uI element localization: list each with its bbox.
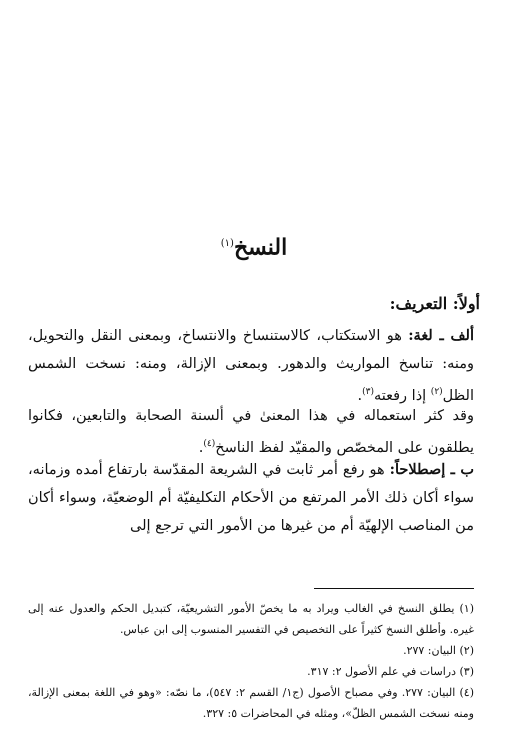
title-text: النسخ (233, 234, 288, 261)
linguistic-lead: ألف ـ لغة: (408, 327, 474, 344)
linguistic-text-a: هو الاستكتاب، كالاستنساخ والانتساخ، وبمعنى النقل والتحويل، ومنه: تناسخ المواريث والدهور. وبمعنى الإزالة، ومنه: نسخت الشمس الظل (28, 328, 474, 404)
footnote-4: (٤) البيان: ٢٧٧. وفي مصباح الأصول (ج١/ القسم ٢: ٥٤٧)، ما نصّه: «وهو في اللغة بمعنى الإزالة، ومنه نسخت الشمس الظلّ»، ومثله في المحاضرات ٥: ٣٢٧. (28, 686, 475, 720)
usage-text: وقد كثر استعماله في هذا المعنىٰ في ألسنة الصحابة والتابعين، فكانوا يطلقون على المخصّص والمقيّد لفظ الناسخ (28, 408, 474, 456)
usage-text-end: . (198, 439, 204, 456)
technical-lead: ب ـ إصطلاحاً: (389, 461, 474, 478)
footnote-ref-4: (٤) (203, 439, 216, 449)
paragraph-technical (28, 456, 474, 540)
paragraph-linguistic (28, 322, 474, 410)
technical-text: هو رفع أمر ثابت في الشريعة المقدّسة بارتفاع أمده وزمانه، سواء أكان ذلك الأمر المرتفع من الأحكام التكليفيّة أم الوضعيّة، وسواء أكان من المناصب الإلهيّة أم من غيرها من الأمور التي ترجع إلى (28, 462, 474, 534)
footnotes (28, 598, 474, 724)
section-title (0, 228, 508, 263)
footnote-2: (٢) البيان: ٢٧٧. (403, 644, 474, 657)
footnote-1: (١) يطلق النسخ في الغالب ويراد به ما يخصّ الأمور التشريعيّة، كتبديل الحكم والعدول عنه إلى غيره. وأطلق النسخ كثيراً على التخصيص في التفسير المنسوب إلى ابن عباس. (28, 602, 474, 636)
linguistic-text-end: . (357, 387, 363, 404)
footnote-separator (314, 588, 474, 589)
title-footnote-ref: (١) (220, 238, 234, 249)
linguistic-text-b: إذا رفعته (373, 387, 431, 404)
footnote-ref-2: (٢) (430, 387, 443, 397)
footnote-3: (٣) دراسات في علم الأصول ٢: ٣١٧. (307, 665, 474, 678)
footnote-ref-3: (٣) (362, 387, 374, 397)
paragraph-usage (28, 402, 474, 462)
definition-heading: أولاً: التعريف: (389, 294, 480, 313)
